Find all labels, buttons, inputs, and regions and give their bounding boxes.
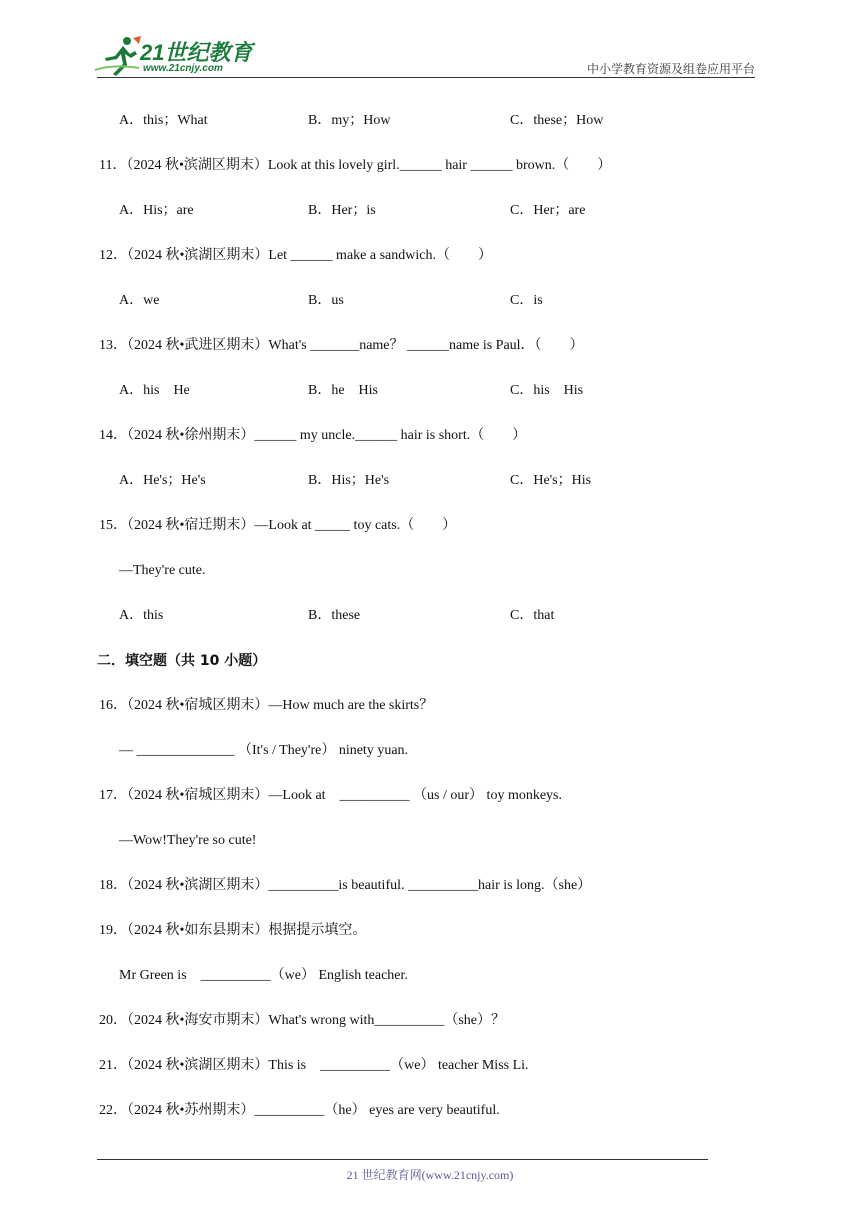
site-logo[interactable] [93,34,263,78]
option-c: C．Her；are [510,203,586,218]
header-divider [97,77,755,78]
option-c: C．his His [510,383,584,398]
dialogue-line: —Wow!They're so cute! [119,833,257,848]
question-14: 14．（2024 秋•徐州期末）______ my uncle.______ hair is short.（ ） [99,428,527,443]
question-19-prompt: Mr Green is __________（we） English teacher. [119,968,408,983]
option-a: A．this [119,608,164,623]
question-20: 20．（2024 秋•海安市期末）What's wrong with__________（she）？ [99,1013,506,1028]
dialogue-line: —They're cute. [119,563,206,578]
logo-title: 21世纪教育 [140,40,253,65]
question-19: 19．（2024 秋•如东县期末）根据提示填空。 [99,923,367,938]
option-a: A．this；What [119,113,208,128]
question-16: 16．（2024 秋•宿城区期末）—How much are the skirts？ [99,698,434,713]
footer-divider [97,1159,708,1160]
runner-icon [93,34,143,78]
option-b: B．he His [308,383,378,398]
question-11: 11．（2024 秋•滨湖区期末）Look at this lovely girl.______ hair ______ brown.（ ） [99,158,612,173]
question-18: 18．（2024 秋•滨湖区期末）__________is beautiful. __________hair is long.（she） [99,878,592,893]
option-c: C．is [510,293,543,308]
question-15: 15．（2024 秋•宿迁期末）—Look at _____ toy cats.（ ） [99,518,457,533]
option-c: C．He's；His [510,473,592,488]
option-b: B．these [308,608,361,623]
question-17: 17．（2024 秋•宿城区期末）—Look at __________ （us / our） toy monkeys. [99,788,562,803]
option-b: B．us [308,293,344,308]
section-title: 二．填空题（共 10 小题） [97,653,267,669]
page-footer[interactable]: 21 世纪教育网(www.21cnjy.com) [346,1168,514,1182]
question-12: 12．（2024 秋•滨湖区期末）Let ______ make a sandwich.（ ） [99,248,492,263]
option-b: B．His；He's [308,473,390,488]
question-13: 13．（2024 秋•武进区期末）What's _______name？ ______name is Paul．（ ） [99,338,584,353]
page-header [0,0,860,80]
option-c: C．that [510,608,555,623]
logo-url: www.21cnjy.com [143,63,223,74]
option-a: A．his He [119,383,190,398]
option-a: A．we [119,293,160,308]
option-c: C．these；How [510,113,604,128]
dialogue-line: — ______________ （It's / They're） ninety yuan. [119,743,409,758]
platform-name: 中小学教育资源及组卷应用平台 [586,62,755,76]
option-b: B．my；How [308,113,391,128]
option-a: A．He's；He's [119,473,206,488]
question-22: 22．（2024 秋•苏州期末）__________（he） eyes are very beautiful. [99,1103,500,1118]
question-21: 21．（2024 秋•滨湖区期末）This is __________（we） teacher Miss Li. [99,1058,529,1073]
option-b: B．Her；is [308,203,376,218]
option-a: A．His；are [119,203,194,218]
